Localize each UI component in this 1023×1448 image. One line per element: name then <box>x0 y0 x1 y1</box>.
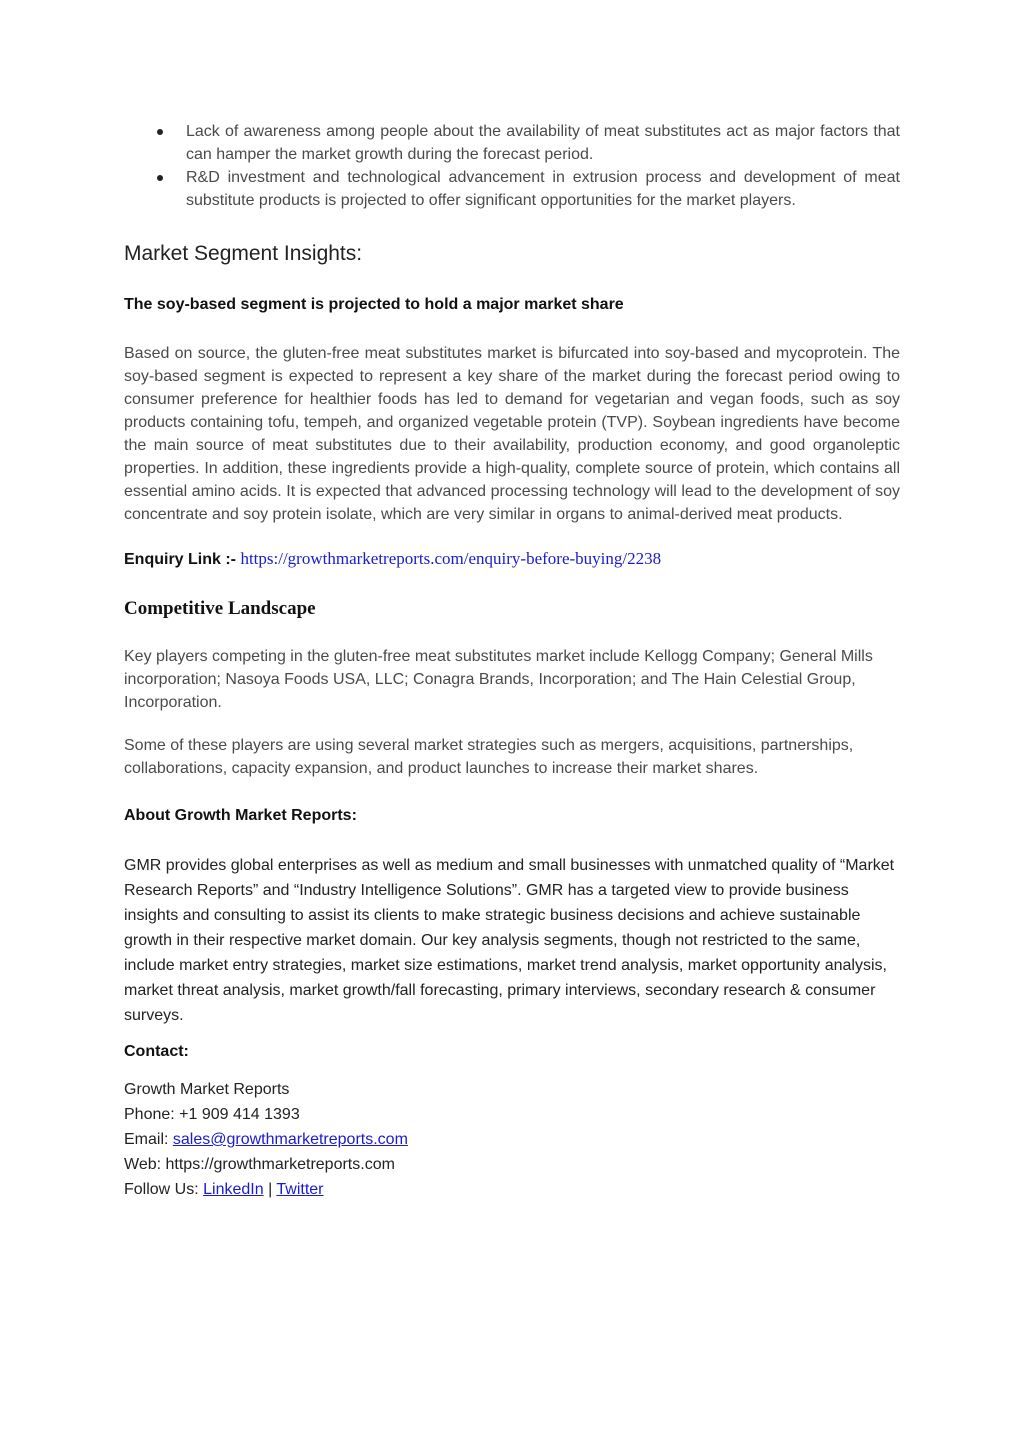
contact-email-line <box>124 1127 900 1152</box>
contact-web: Web: https://growthmarketreports.com <box>124 1156 395 1173</box>
contact-phone: Phone: +1 909 414 1393 <box>124 1106 300 1123</box>
follow-label: Follow Us: <box>124 1181 204 1198</box>
bullet-dot-icon <box>157 129 163 135</box>
bullet-item: Lack of awareness among people about the availability of meat substitutes act as major factors that can hamper the market growth during the forecast period. <box>124 120 900 166</box>
contact-company: Growth Market Reports <box>124 1081 290 1098</box>
linkedin-link[interactable]: LinkedIn <box>203 1181 264 1198</box>
document-page <box>124 120 900 1202</box>
email-link[interactable]: sales@growthmarketreports.com <box>172 1131 408 1148</box>
competitive-heading: Competitive Landscape <box>124 598 316 619</box>
segment-subheading: The soy-based segment is projected to hold a major market share <box>124 296 624 313</box>
segment-paragraph: Based on source, the gluten-free meat substitutes market is bifurcated into soy-based and mycoprotein. The soy-based segment is expected to represent a key share of the market during the forecast period owing to consumer preference for healthier foods has led to demand for vegetarian and vegan foods, such as soy products containing tofu, tempeh, and organized vegetable protein (TVP). Soybean ingredients have become the main source of meat substitutes due to their availability, production economy, and good organoleptic properties. In addition, these ingredients provide a high-quality, complete source of protein, which contains all essential amino acids. It is expected that advanced processing technology will lead to the development of soy concentrate and soy protein isolate, which are very similar in organs to animal-derived meat products. <box>124 345 900 523</box>
bullet-list <box>124 120 900 212</box>
bullet-dot-icon <box>157 175 163 181</box>
bullet-item: R&D investment and technological advancement in extrusion process and development of meat substitute products is projected to offer significant opportunities for the market players. <box>124 166 900 212</box>
competitive-paragraph-1: Key players competing in the gluten-free meat substitutes market include Kellogg Company; General Mills incorporation; Nasoya Foods USA, LLC; Conagra Brands, Incorporation; and The Hain Celestial Group, Incorporation. <box>124 648 873 711</box>
about-heading: About Growth Market Reports: <box>124 807 357 824</box>
segment-heading: Market Segment Insights: <box>124 242 363 265</box>
about-paragraph: GMR provides global enterprises as well as medium and small businesses with unmatched quality of “Market Research Reports” and “Industry Intelligence Solutions”. GMR has a targeted view to provide business insights and consulting to assist its clients to make strategic business decisions and achieve sustainable growth in their respective market domain. Our key analysis segments, though not restricted to the same, include market entry strategies, market size estimations, market trend analysis, market opportunity analysis, market threat analysis, market growth/fall forecasting, primary interviews, secondary research & consumer surveys. <box>124 857 895 1024</box>
email-label: Email: <box>124 1131 173 1148</box>
link-separator: | <box>263 1181 277 1198</box>
enquiry-line <box>124 548 900 571</box>
contact-block <box>124 1077 900 1202</box>
competitive-paragraph-2: Some of these players are using several market strategies such as mergers, acquisitions, partnerships, collaborations, capacity expansion, and product launches to increase their market shares. <box>124 737 854 777</box>
enquiry-link[interactable]: https://growthmarketreports.com/enquiry-before-buying/2238 <box>240 549 662 568</box>
contact-heading: Contact: <box>124 1043 189 1060</box>
enquiry-label: Enquiry Link :- <box>124 551 236 568</box>
twitter-link[interactable]: Twitter <box>276 1181 324 1198</box>
contact-follow-line <box>124 1177 900 1202</box>
